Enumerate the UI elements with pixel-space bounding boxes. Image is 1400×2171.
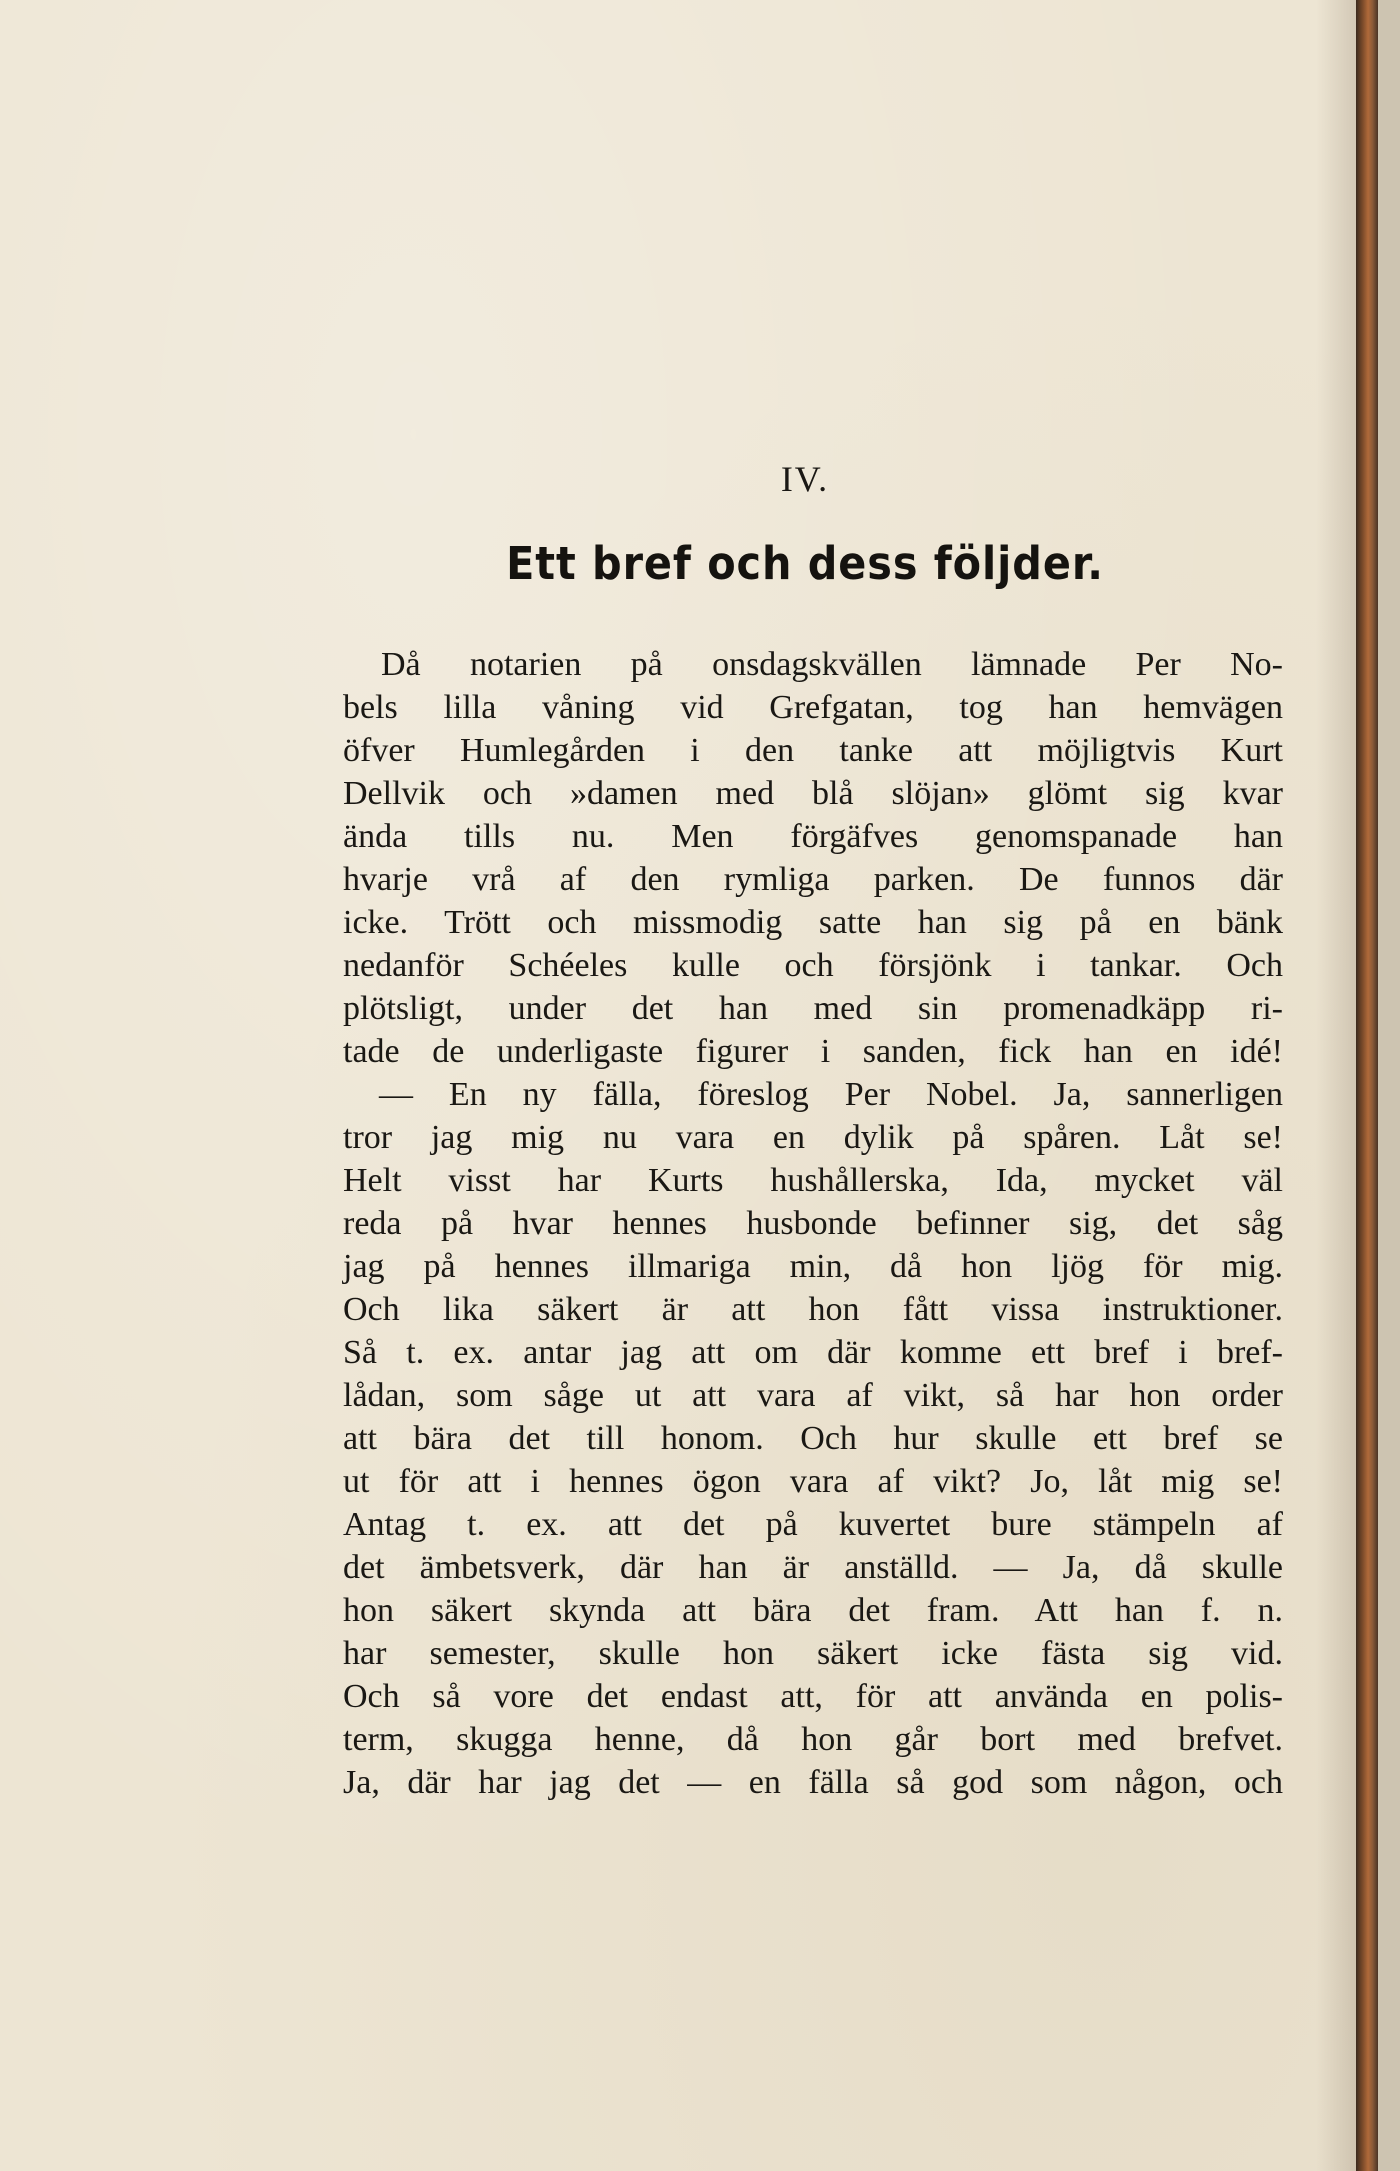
text-line: jag på hennes illmariga min, då hon ljög för mig.	[343, 1248, 1283, 1285]
text-line: Och så vore det endast att, för att använda en polis-	[343, 1678, 1283, 1715]
text-line: Dellvik och »damen med blå slöjan» glömt sig kvar	[343, 775, 1283, 812]
text-line: Då notarien på onsdagskvällen lämnade Per No-	[381, 646, 1283, 683]
page-gutter-shadow	[1316, 0, 1356, 2171]
text-line: Ja, där har jag det — en fälla så god som någon, och	[343, 1764, 1283, 1801]
text-line: Så t. ex. antar jag att om där komme ett bref i bref-	[343, 1334, 1283, 1371]
text-line: term, skugga henne, då hon går bort med brefvet.	[343, 1721, 1283, 1758]
text-line: tror jag mig nu vara en dylik på spåren. Låt se!	[343, 1119, 1283, 1156]
text-line: hvarje vrå af den rymliga parken. De funnos där	[343, 861, 1283, 898]
text-line: hon säkert skynda att bära det fram. Att han f. n.	[343, 1592, 1283, 1629]
text-line: Antag t. ex. att det på kuvertet bure stämpeln af	[343, 1506, 1283, 1543]
text-line: icke. Trött och missmodig satte han sig på en bänk	[343, 904, 1283, 941]
chapter-body	[343, 643, 1283, 1804]
text-line: att bära det till honom. Och hur skulle ett bref se	[343, 1420, 1283, 1457]
chapter-number: IV.	[780, 459, 830, 499]
text-line: lådan, som såge ut att vara af vikt, så har hon order	[343, 1377, 1283, 1414]
book-binding-edge	[1356, 0, 1378, 2171]
text-line: ut för att i hennes ögon vara af vikt? Jo, låt mig se!	[343, 1463, 1283, 1500]
text-line: det ämbetsverk, där han är anställd. — Ja, då skulle	[343, 1549, 1283, 1586]
chapter-title: Ett bref och dess följder.	[506, 537, 1104, 590]
text-line: Och lika säkert är att hon fått vissa instruktioner.	[343, 1291, 1283, 1328]
text-line: reda på hvar hennes husbonde befinner sig, det såg	[343, 1205, 1283, 1242]
text-line: tade de underligaste figurer i sanden, fick han en idé!	[343, 1033, 1283, 1070]
text-line: nedanför Schéeles kulle och försjönk i tankar. Och	[343, 947, 1283, 984]
text-line: bels lilla våning vid Grefgatan, tog han hemvägen	[343, 689, 1283, 726]
text-line: har semester, skulle hon säkert icke fästa sig vid.	[343, 1635, 1283, 1672]
text-line: — En ny fälla, föreslog Per Nobel. Ja, sannerligen	[379, 1076, 1283, 1113]
text-line: öfver Humlegården i den tanke att möjligtvis Kurt	[343, 732, 1283, 769]
text-line: plötsligt, under det han med sin promenadkäpp ri-	[343, 990, 1283, 1027]
text-line: ända tills nu. Men förgäfves genomspanade han	[343, 818, 1283, 855]
text-line: Helt visst har Kurts hushållerska, Ida, mycket väl	[343, 1162, 1283, 1199]
